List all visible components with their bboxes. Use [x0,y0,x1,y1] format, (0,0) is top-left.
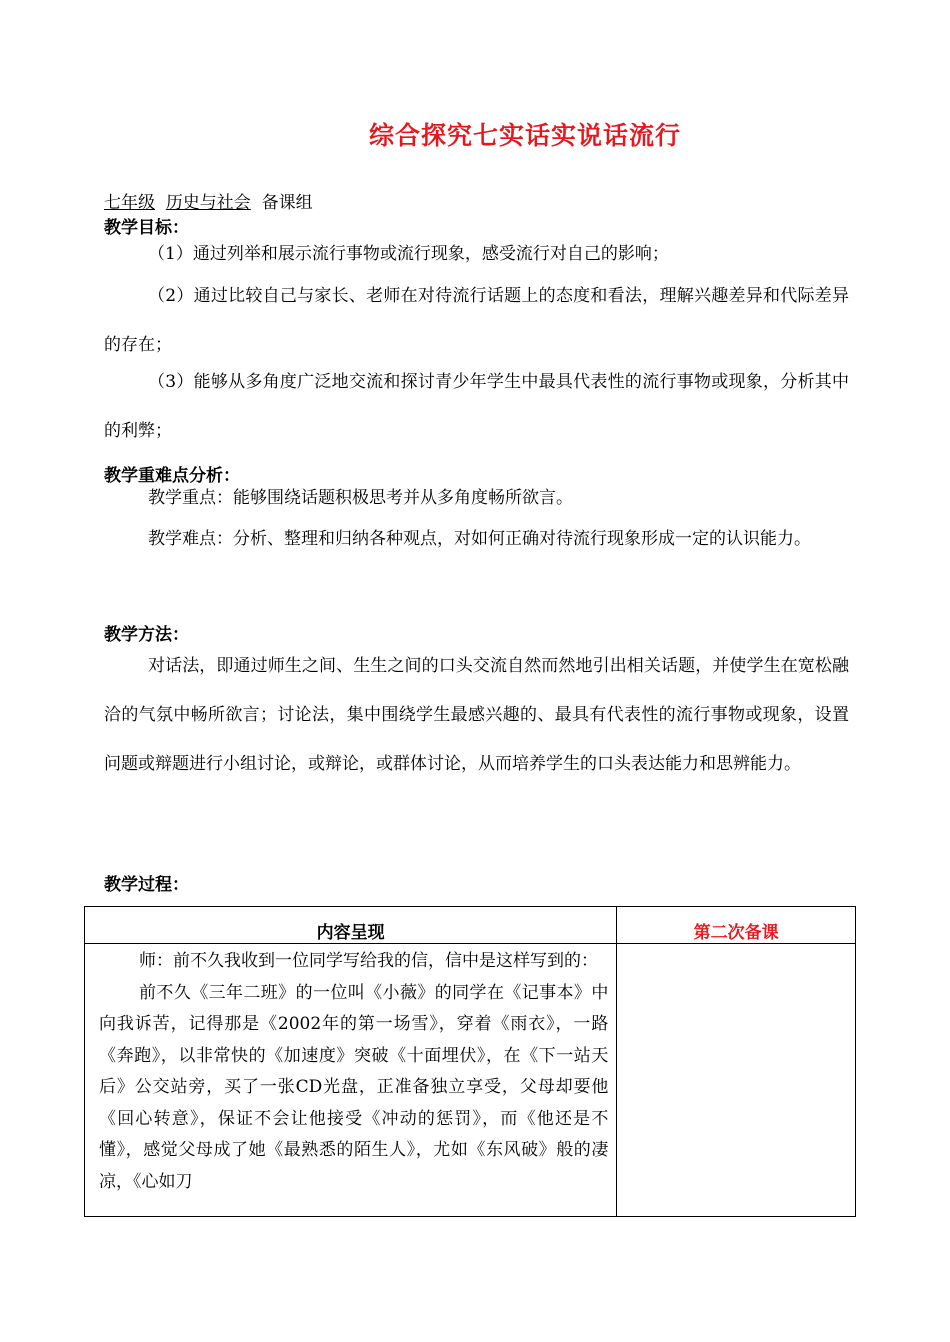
second-prep-cell [617,944,856,1217]
methods-heading: 教学方法： [104,625,189,645]
subject-label: 历史与社会 [165,193,251,213]
objectives-heading: 教学目标： [104,218,189,238]
group-label: 备课组 [261,193,313,213]
content-paragraph: 师：前不久我收到一位同学写给我的信，信中是这样写到的： [139,951,598,971]
process-table [84,906,856,1217]
grade-label: 七年级 [104,193,155,213]
objective-item-3: （3）能够从多角度广泛地交流和探讨青少年学生中最具代表性的流行事物或现象，分析其中的利弊； [104,372,849,441]
content-header: 内容呈现 [85,907,617,944]
second-prep-header: 第二次备课 [617,907,856,944]
teaching-difficulty: 教学难点：分析、整理和归纳各种观点，对如何正确对待流行现象形成一定的认识能力。 [148,529,811,549]
content-paragraph: 前不久《三年二班》的一位叫《小薇》的同学在《记事本》中向我诉苦，记得那是《2002年的第一场雪》，穿着《雨衣》，一路《奔跑》，以非常快的《加速度》突破《十面埋伏》，在《下一站天后》公交站旁，买了一张CD光盘，正准备独立享受，父母却要他《回心转意》，保证不会让他接受《冲动的惩罚》，而《他还是不懂》，感觉父母成了她《最熟悉的陌生人》，尤如《东风破》般的凄凉，《心如刀 [99,982,609,1192]
document-title: 综合探究七实话实说话流行 [368,121,681,150]
process-heading: 教学过程： [104,875,189,895]
table-row [85,944,856,1217]
key-points-heading: 教学重难点分析： [104,466,240,486]
methods-text: 对话法，即通过师生之间、生生之间的口头交流自然而然地引出相关话题，并使学生在宽松融洽的气氛中畅所欲言；讨论法，集中围绕学生最感兴趣的、最具有代表性的流行事物或现象，设置问题或辩题进行小组讨论，或辩论，或群体讨论，从而培养学生的口头表达能力和思辨能力。 [104,656,849,774]
objective-item-1: （1）通过列举和展示流行事物或流行现象，感受流行对自己的影响； [148,244,669,264]
objective-item-2: （2）通过比较自己与家长、老师在对待流行话题上的态度和看法，理解兴趣差异和代际差异的存在； [104,286,849,355]
content-cell [85,944,617,1217]
table-header-row [85,907,856,944]
teaching-focus: 教学重点：能够围绕话题积极思考并从多角度畅所欲言。 [148,488,573,508]
meta-line [104,188,313,213]
